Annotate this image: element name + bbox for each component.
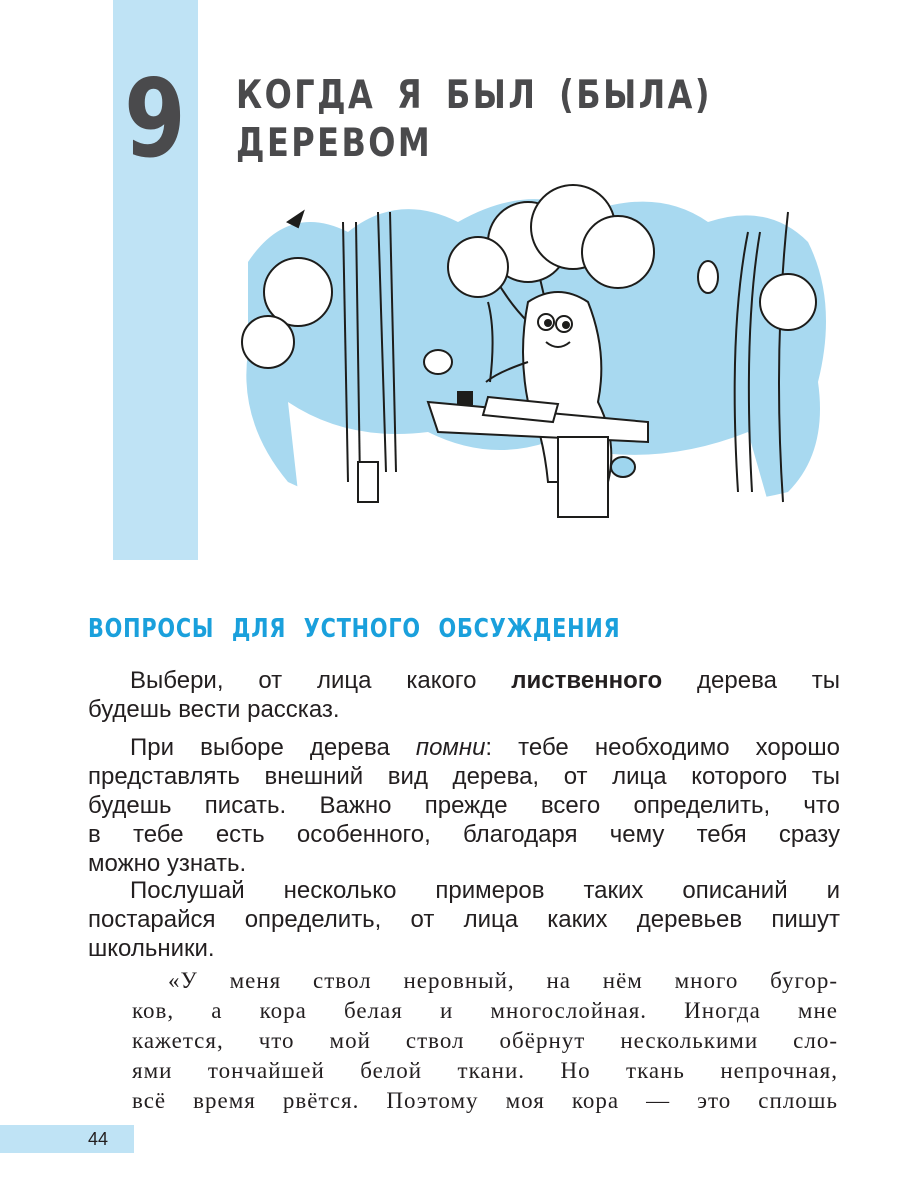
bold-term-deciduous: лиственного <box>511 667 663 694</box>
paragraph-line: можно узнать. <box>88 850 247 877</box>
section-heading: ВОПРОСЫ ДЛЯ УСТНОГО ОБСУЖДЕНИЯ <box>88 614 621 644</box>
paragraph-line: в тебе есть особенного, благодаря чему тебя сразу <box>88 821 840 848</box>
paragraph-line: постарайся определить, от лица каких деревьев пишут <box>88 906 840 933</box>
student-quote <box>132 966 838 1116</box>
paragraph-line <box>88 733 840 762</box>
paragraph-remember <box>88 733 840 878</box>
quote-line: ков, а кора белая и многослойная. Иногда мне <box>132 998 838 1023</box>
chapter-title <box>236 72 712 168</box>
paragraph-line <box>88 666 840 695</box>
chapter-number: 9 <box>124 57 186 182</box>
paragraph-line: школьники. <box>88 935 215 962</box>
page-number: 44 <box>88 1129 109 1149</box>
paragraph-line: будешь вести рассказ. <box>88 696 340 723</box>
quote-line: всё время рвётся. Поэтому моя кора — это сплошь <box>132 1088 838 1113</box>
page-number-band <box>0 1125 134 1153</box>
quote-line: «У меня ствол неровный, на нём много бугор- <box>168 968 838 993</box>
text-run: дерева ты <box>662 667 841 694</box>
italic-term-remember: помни <box>415 734 486 761</box>
text-run: При выборе дерева <box>130 734 416 761</box>
chapter-title-line-2: ДЕРЕВОМ <box>236 121 433 166</box>
text-run: Выбери, от лица какого <box>130 667 512 694</box>
paragraph-line: Послушай несколько примеров таких описаний и <box>130 877 840 904</box>
paragraph-listen <box>88 876 840 963</box>
paragraph-line: будешь писать. Важно прежде всего определить, что <box>88 792 840 819</box>
paragraph-choose-tree <box>88 666 840 724</box>
quote-line: ями тончайшей белой ткани. Но ткань непрочная, <box>132 1058 838 1083</box>
text-run: : тебе необходимо хорошо <box>485 734 840 761</box>
paragraph-line: представлять внешний вид дерева, от лица которого ты <box>88 763 840 790</box>
quote-line: кажется, что мой ствол обёрнут несколькими сло- <box>132 1028 838 1053</box>
tree-writing-at-desk-illustration <box>228 182 840 560</box>
chapter-title-line-1: КОГДА Я БЫЛ (БЫЛА) <box>236 73 712 118</box>
